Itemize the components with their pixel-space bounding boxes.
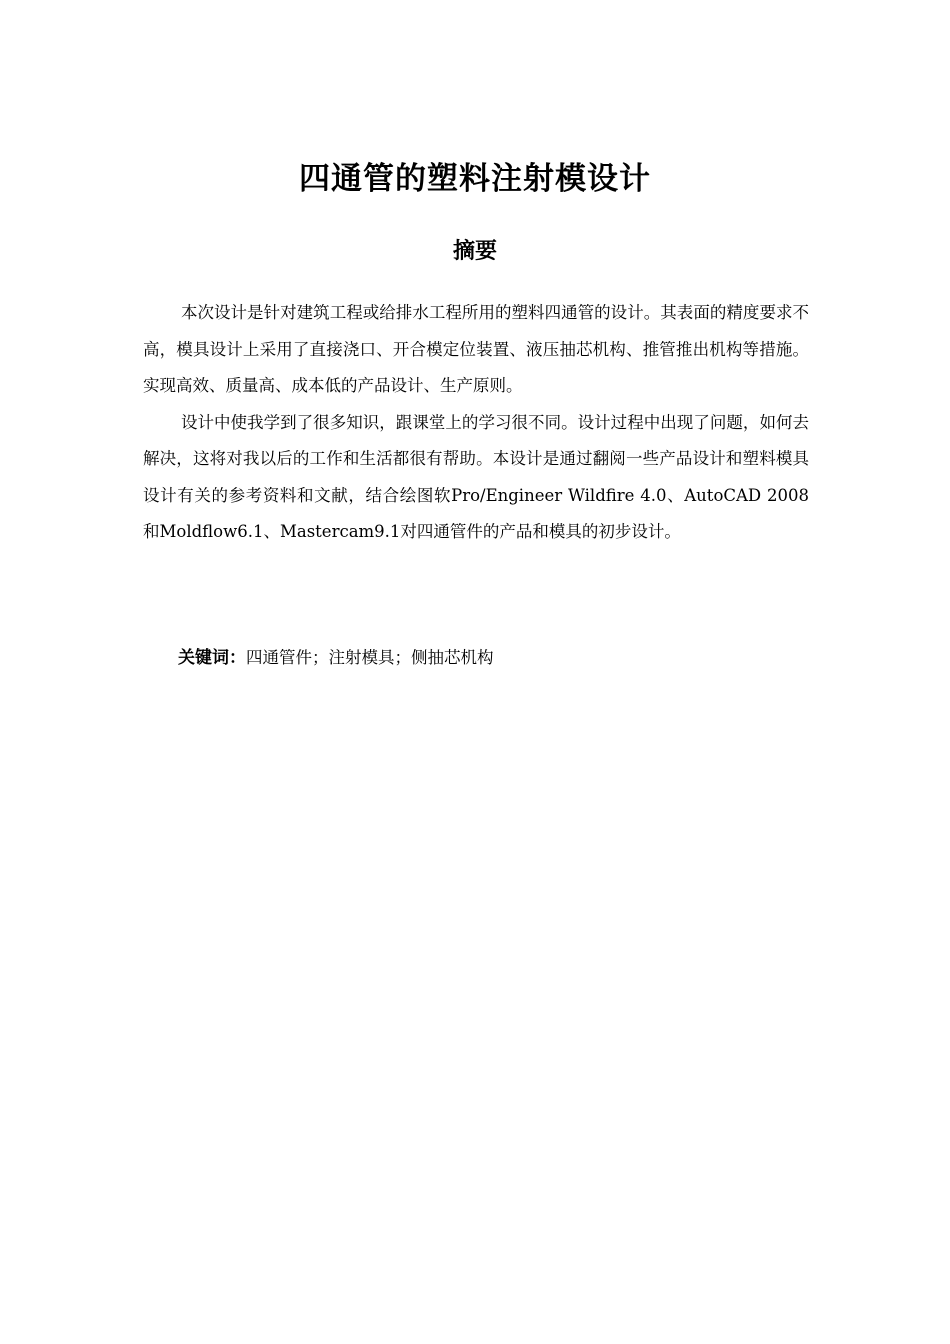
abstract-paragraph-1: 本次设计是针对建筑工程或给排水工程所用的塑料四通管的设计。其表面的精度要求不高，模具设计上采用了直接浇口、开合模定位装置、液压抽芯机构、推管推出机构等措施。实现高效、质量高、成本低的产品设计、生产原则。 [143,303,809,395]
abstract-heading: 摘要 [452,239,497,264]
document-title: 四通管的塑料注射模设计 [299,161,651,197]
keywords-label: 关键词： [178,648,246,668]
abstract-body [143,295,809,551]
keywords-line [178,640,818,676]
abstract-paragraph-2: 设计中使我学到了很多知识，跟课堂上的学习很不同。设计过程中出现了问题，如何去解决，这将对我以后的工作和生活都很有帮助。本设计是通过翻阅一些产品设计和塑料模具设计有关的参考资料和文献，结合绘图软Pro/Engineer Wildfire 4.0、AutoCAD 2008和Moldflow6.1、Mastercam9.1对四通管件的产品和模具的初步设计。 [143,412,809,541]
keywords-value: 四通管件；注射模具；侧抽芯机构 [246,648,494,667]
